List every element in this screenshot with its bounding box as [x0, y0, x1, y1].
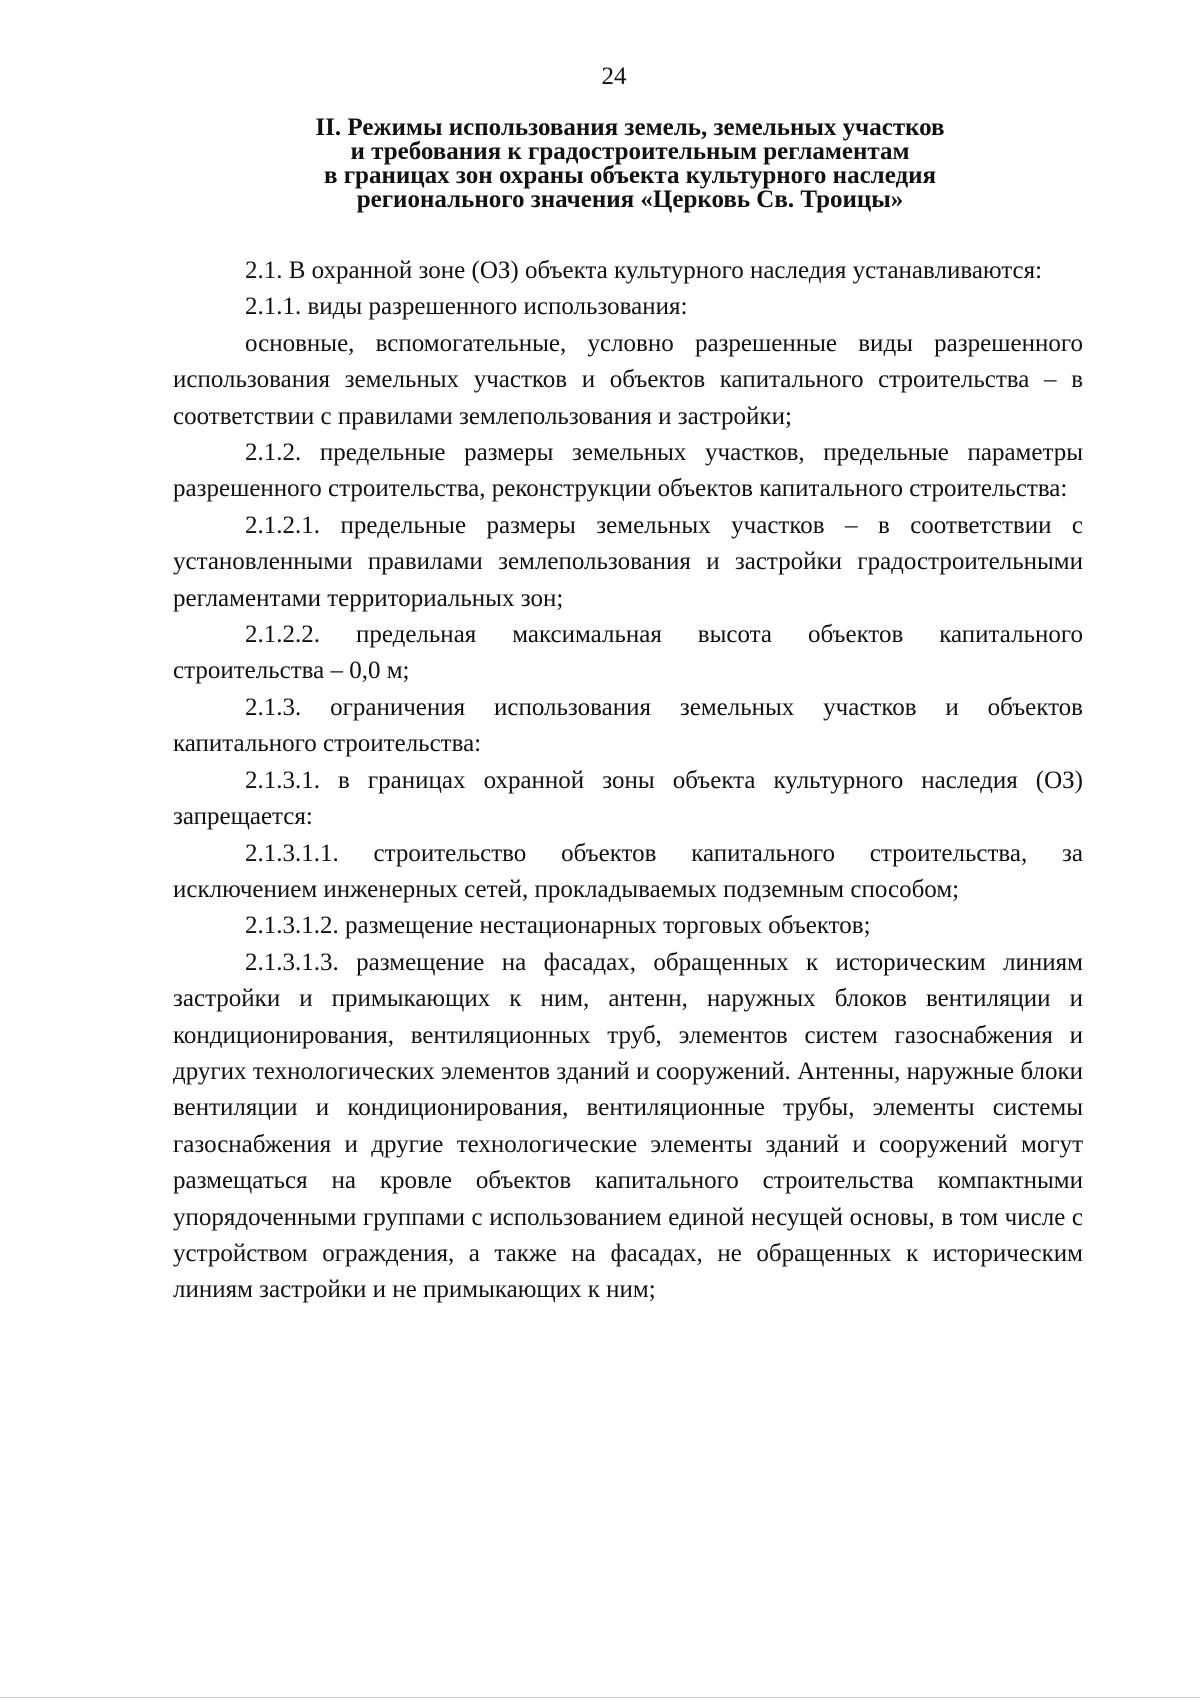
paragraph-permitted-use-types: основные, вспомогательные, условно разрешенные виды разрешенного использования земельных участков и объектов капитального строительства – в соответствии с правилами землепользования и застройки; — [173, 329, 1083, 430]
paragraph-2-1-3-1-2: 2.1.3.1.2. размещение нестационарных торговых объектов; — [245, 912, 871, 940]
paragraph-2-1-3-1-1: 2.1.3.1.1. строительство объектов капитального строительства, за исключением инженерных сетей, прокладываемых подземным способом; — [173, 839, 1083, 903]
section-title-line: и требования к градостроительным регламентам — [350, 138, 910, 165]
paragraph-2-1-3: 2.1.3. ограничения использования земельных участков и объектов капитального строительства: — [173, 693, 1083, 758]
paragraph-2-1-3-1: 2.1.3.1. в границах охранной зоны объекта культурного наследия (ОЗ) запрещается: — [173, 766, 1083, 831]
section-title-line: в границах зон охраны объекта культурного наследия — [323, 162, 937, 189]
paragraph-2-1-2-2: 2.1.2.2. предельная максимальная высота объектов капитального строительства – 0,0 м; — [173, 621, 1083, 685]
paragraph-2-1-2: 2.1.2. предельные размеры земельных участков, предельные параметры разрешенного строительства, реконструкции объектов капитального строительства: — [173, 439, 1083, 503]
page-number: 24 — [601, 63, 627, 90]
paragraph-2-1-1: 2.1.1. виды разрешенного использования: — [245, 293, 688, 321]
page-bottom-edge — [0, 1697, 1200, 1698]
section-title — [180, 116, 1080, 212]
paragraph-2-1-2-1: 2.1.2.1. предельные размеры земельных участков – в соответствии с установленными правилами землепользования и застройки градостроительными регламентами территориальных зон; — [173, 511, 1083, 612]
section-title-line: II. Режимы использования земель, земельных участков — [315, 114, 945, 141]
paragraph-2-1-3-1-3: 2.1.3.1.3. размещение на фасадах, обращенных к историческим линиям застройки и примыкающих к ним, антенн, наружных блоков вентиляции и кондиционирования, вентиляционных труб, элементов систем газоснабжения и других технологических элементов зданий и сооружений. Антенны, наружные блоки вентиляции и кондиционирования, вентиляционные трубы, элементы системы газоснабжения и другие технологические элементы зданий и сооружений могут размещаться на кровле объектов капитального строительства компактными упорядоченными группами с использованием единой несущей основы, в том числе с устройством ограждения, а также на фасадах, не обращенных к историческим линиям застройки и не примыкающих к ним; — [173, 948, 1083, 1304]
body-text — [173, 253, 1083, 1309]
paragraph-2-1: 2.1. В охранной зоне (ОЗ) объекта культурного наследия устанавливаются: — [245, 257, 1043, 284]
section-title-line: регионального значения «Церковь Св. Троицы» — [356, 186, 904, 213]
